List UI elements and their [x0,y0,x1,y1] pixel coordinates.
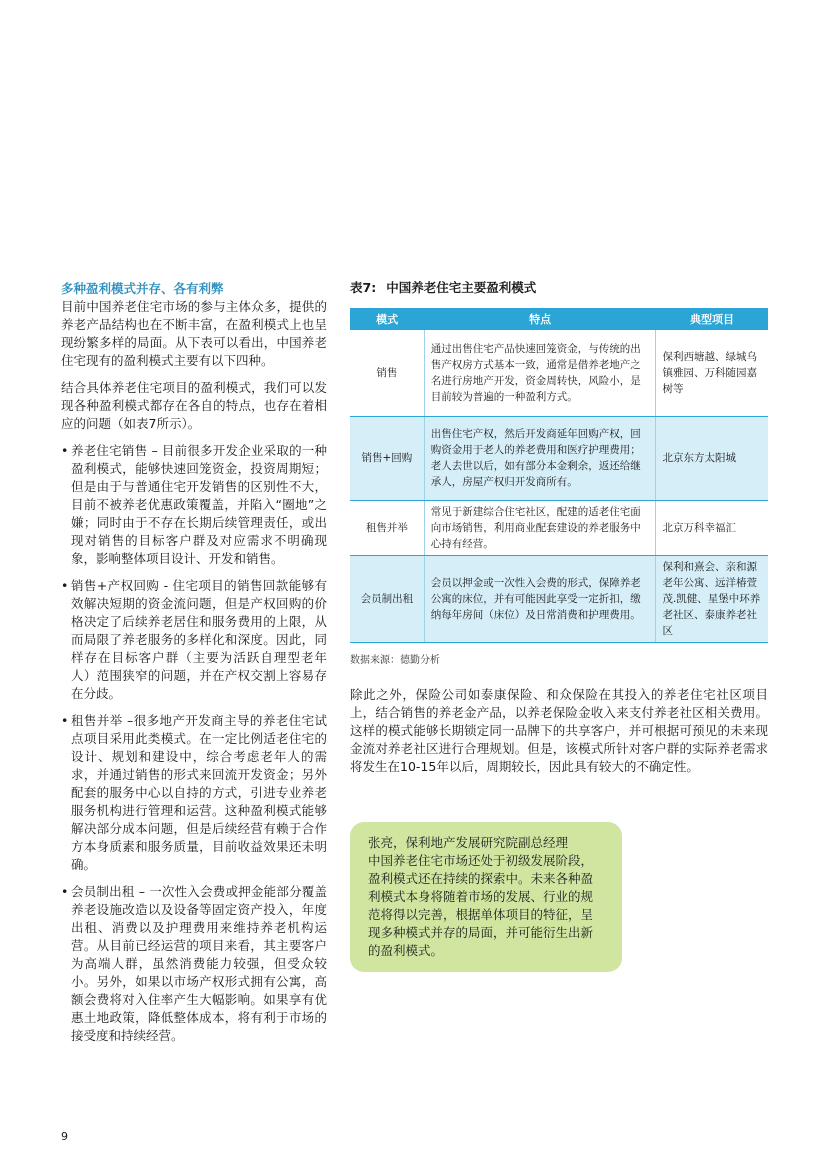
bullet-sales-buyback: • 销售+产权回购 - 住宅项目的销售回款能够有效解决短期的资金流问题，但是产权回购的价格决定了后续养老居住和服务费用的上限，从而局限了养老服务的多样化和深度。因此，同样存在目标客户群（主要为活跃自理型老年人）范围狭窄的问题，并在产权交割上容易存在分歧。 [61,577,327,703]
table-number: 表7: [350,280,377,295]
quote-speaker: 张亮，保利地产发展研究院副总经理 [368,835,569,850]
header-project: 典型项目 [656,308,768,330]
second-paragraph: 结合具体养老住宅项目的盈利模式，我们可以发现各种盈利模式都存在各自的特点，也存在着相应的问题（如表7所示）。 [61,380,327,431]
cell-mode: 销售 [350,330,424,416]
table-title [350,280,768,296]
cell-project: 北京东方太阳城 [656,416,768,500]
section-heading: 多种盈利模式并存、各有利弊 [61,281,224,296]
insurance-paragraph: 除此之外，保险公司如泰康保险、和众保险在其投入的养老住宅社区项目上，结合销售的养老金产品，以养老保险金收入来支付养老社区相关费用。这样的模式能够长期锁定同一品牌下的共享客户，并可根据可预见的未来现金流对养老社区进行合理规划。但是，该模式所针对客户群的实际养老需求将发生在10-15年以后，周期较长，因此具有较大的不确定性。 [350,686,768,774]
cell-project: 保利和熹会、亲和源老年公寓、远洋椿萱茂.凯健、星堡中环养老社区、泰康养老社区 [656,555,768,642]
cell-feature: 出售住宅产权，然后开发商延年回购产权，回购资金用于老人的养老费用和医疗护理费用；老人去世以后，如有部分本金剩余，返还给继承人，房屋产权归开发商所有。 [424,416,656,500]
page-number: 9 [61,1130,68,1143]
cell-feature: 通过出售住宅产品快速回笼资金，与传统的出售产权房方式基本一致，通常是借养老地产之名进行房地产开发，资金周转快，风险小，是目前较为普遍的一种盈利方式。 [424,330,656,416]
cell-project: 保利西塘越、绿城乌镇雅园、万科随园嘉树等 [656,330,768,416]
profit-model-table [350,308,768,643]
cell-project: 北京万科幸福汇 [656,500,768,555]
header-mode: 模式 [350,308,424,330]
quote-text: 中国养老住宅市场还处于初级发展阶段，盈利模式还在持续的探索中。未来各种盈利模式本身将随着市场的发展、行业的规范将得以完善，根据单体项目的特征，呈现多种模式并存的局面，并可能衍生出新的盈利模式。 [368,853,594,958]
table-row [350,500,768,555]
header-feature: 特点 [424,308,656,330]
table-row [350,330,768,416]
model-bullet-list [61,442,327,1045]
cell-mode: 会员制出租 [350,555,424,642]
table-title-text: 中国养老住宅主要盈利模式 [386,280,537,295]
data-source-note: 数据来源：德勤分析 [350,654,440,666]
table-header-row [350,308,768,330]
left-column [61,280,327,1054]
cell-mode: 销售+回购 [350,416,424,500]
bullet-sales: • 养老住宅销售 – 目前很多开发企业采取的一种盈利模式，能够快速回笼资金，投资周期短；但是由于与普通住宅开发销售的区别性不大，目前不被养老优惠政策覆盖，并陷入“圈地”之嫌；同时由于不存在长期后续管理责任，或出现对销售的目标客户群及对应需求不明确现象，影响整体项目设计、开发和销售。 [61,442,327,568]
cell-feature: 会员以押金或一次性入会费的形式，保障养老公寓的床位，并有可能因此享受一定折扣，缴纳每年房间（床位）及日常消费和护理费用。 [424,555,656,642]
table-row [350,416,768,500]
expert-quote-box [350,822,622,972]
right-column [350,280,768,776]
cell-mode: 租售并举 [350,500,424,555]
bullet-rent-and-sale: • 租售并举 –很多地产开发商主导的养老住宅试点项目采用此类模式。在一定比例适老住宅的设计、规划和建设中，综合考虑老年人的需求，并通过销售的形式来回流开发资金；另外配套的服务中心以自持的方式，引进专业养老服务机构进行管理和运营。这种盈利模式能够解决部分成本问题，但是后续经营有赖于合作方本身质素和服务质量，目前收益效果还未明确。 [61,712,327,874]
intro-paragraph: 目前中国养老住宅市场的参与主体众多，提供的养老产品结构也在不断丰富，在盈利模式上也呈现纷繁多样的局面。从下表可以看出，中国养老住宅现有的盈利模式主要有以下四种。 [61,299,327,368]
cell-feature: 常见于新建综合住宅社区，配建的适老住宅面向市场销售，利用商业配套建设的养老服务中心持有经营。 [424,500,656,555]
table-row [350,555,768,642]
bullet-membership: • 会员制出租 – 一次性入会费或押金能部分覆盖养老设施改造以及设备等固定资产投入，年度出租、消费以及护理费用来维持养老机构运营。从目前已经运营的项目来看，其主要客户为高端人群，虽然消费能力较强，但受众较小。另外，如果以市场产权形式拥有公寓，高额会费将对入住率产生大幅影响。如果享有优惠土地政策，降低整体成本，将有利于市场的接受度和持续经营。 [61,883,327,1045]
